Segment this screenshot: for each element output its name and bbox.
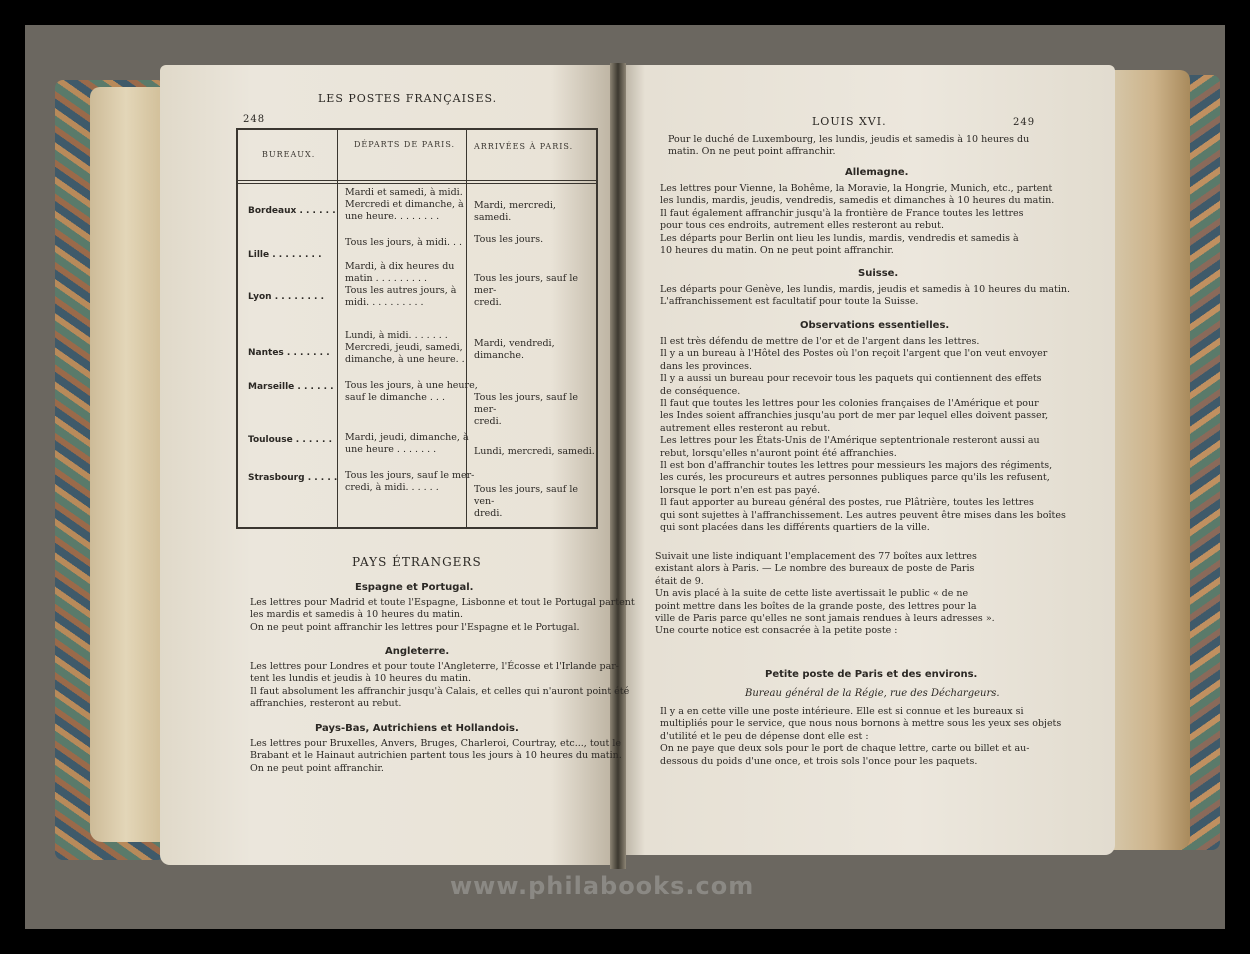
watermark: www.philabooks.com bbox=[450, 872, 755, 900]
right-page-number: 249 bbox=[1013, 117, 1036, 128]
heading-observations: Observations essentielles. bbox=[800, 320, 950, 331]
arrivees-marseille: Tous les jours, sauf le mer- credi. bbox=[474, 392, 578, 427]
text-boites-aux-lettres: Suivait une liste indiquant l'emplacement des 77 boîtes aux lettres existant alors à Paris. — Le nombre des bureaux de poste de Paris était de 9. Un avis placé à la suite de cette liste avertissait le public « de ne point mettre dans les boîtes de la grande poste, des lettres pour la ville de Paris parce qu'elles ne sont jamais rendues à leurs adresses ». Une courte notice est consacrée à la petite poste : bbox=[655, 551, 995, 637]
heading-petite-poste: Petite poste de Paris et des environs. bbox=[765, 669, 978, 680]
arrivees-nantes: Mardi, vendredi, dimanche. bbox=[474, 338, 555, 361]
mail-schedule-table bbox=[236, 128, 598, 529]
departs-nantes: Lundi, à midi. . . . . . . Mercredi, jeudi, samedi, dimanche, à une heure. . bbox=[345, 330, 465, 365]
city-lyon: Lyon . . . . . . . . bbox=[248, 292, 324, 302]
city-bordeaux: Bordeaux . . . . . . bbox=[248, 206, 336, 216]
departs-strasbourg: Tous les jours, sauf le mer- credi, à midi. . . . . . bbox=[345, 470, 475, 493]
departs-toulouse: Mardi, jeudi, dimanche, à une heure . . . . . . . bbox=[345, 432, 469, 455]
text-espagne-portugal: Les lettres pour Madrid et toute l'Espagne, Lisbonne et tout le Portugal partent les mardis et samedis à 10 heures du matin. On ne peut point affranchir les lettres pour l'Espagne et le Portugal. bbox=[250, 597, 635, 633]
text-pays-bas: Les lettres pour Bruxelles, Anvers, Bruges, Charleroi, Courtray, etc..., tout le Brabant et le Hainaut autrichien partent tous les jours à 10 heures du matin. On ne peut point affranchir. bbox=[250, 738, 622, 774]
text-observations: Il est très défendu de mettre de l'or et de l'argent dans les lettres. Il y a un bureau à l'Hôtel des Postes où l'on reçoit l'argent que l'on veut envoyer dans les provinces. Il y a aussi un bureau pour recevoir tous les paquets qui contiennent des effets de conséquence. Il faut que toutes les lettres pour les colonies françaises de l'Amérique et pour les Indes soient affranchies jusqu'au port de mer par lequel elles doivent passer, autrement elles resteront au rebut. Les lettres pour les États-Unis de l'Amérique septentrionale resteront aussi au rebut, lorsqu'elles n'auront point été affranchies. Il est bon d'affranchir toutes les lettres pour messieurs les majors des régiments, les curés, les procureurs et autres personnes publiques parce qu'ils les refusent, lorsque le port n'en est pas payé. Il faut apporter au bureau général des postes, rue Plâtrière, toutes les lettres qui sont sujettes à l'affranchissement. Les autres peuvent être mises dans les boîtes qui sont placées dans les différents quartiers de la ville. bbox=[660, 336, 1066, 534]
departs-lyon: Mardi, à dix heures du matin . . . . . . . . . Tous les autres jours, à midi. . . . . . . . . . bbox=[345, 261, 457, 308]
header-bureaux: BUREAUX. bbox=[262, 150, 316, 159]
arrivees-bordeaux: Mardi, mercredi, samedi. bbox=[474, 200, 556, 223]
heading-angleterre: Angleterre. bbox=[385, 646, 450, 657]
city-marseille: Marseille . . . . . . bbox=[248, 382, 334, 392]
heading-suisse: Suisse. bbox=[858, 268, 899, 279]
header-departs: DÉPARTS DE PARIS. bbox=[354, 140, 456, 149]
text-allemagne: Les lettres pour Vienne, la Bohême, la Moravie, la Hongrie, Munich, etc., partent les lundis, mardis, jeudis, vendredis, samedis et dimanches à 10 heures du matin. Il faut également affranchir jusqu'à la frontière de France toutes les lettres pour tous ces endroits, autrement elles resteront au rebut. Les départs pour Berlin ont lieu les lundis, mardis, vendredis et samedis à 10 heures du matin. On ne peut point affranchir. bbox=[660, 183, 1055, 257]
arrivees-lille: Tous les jours. bbox=[474, 234, 544, 245]
left-page-number: 248 bbox=[243, 114, 266, 125]
departs-lille: Tous les jours, à midi. . . bbox=[345, 237, 463, 248]
text-suisse: Les départs pour Genève, les lundis, mardis, jeudis et samedis à 10 heures du matin. L'affranchissement est facultatif pour toute la Suisse. bbox=[660, 284, 1071, 308]
header-arrivees: ARRIVÉES À PARIS. bbox=[474, 142, 574, 151]
heading-espagne-portugal: Espagne et Portugal. bbox=[355, 582, 474, 593]
text-petite-poste: Il y a en cette ville une poste intérieure. Elle est si connue et les bureaux si multipliés pour le service, que nous nous bornons à mettre sous les yeux ses objets d'utilité et le peu de dépense dont elle est : On ne paye que deux sols pour le port de chaque lettre, carte ou billet et au- dessous du poids d'une once, et trois sols l'once pour les paquets. bbox=[660, 706, 1062, 767]
city-strasbourg: Strasbourg . . . . . bbox=[248, 473, 338, 483]
arrivees-strasbourg: Tous les jours, sauf le ven- dredi. bbox=[474, 484, 578, 519]
city-nantes: Nantes . . . . . . . bbox=[248, 348, 330, 358]
departs-bordeaux: Mardi et samedi, à midi. Mercredi et dimanche, à une heure. . . . . . . . bbox=[345, 187, 464, 222]
section-title-pays-etrangers: PAYS ÉTRANGERS bbox=[352, 555, 482, 569]
left-running-head: LES POSTES FRANÇAISES. bbox=[318, 92, 498, 105]
subheading-bureau-general: Bureau général de la Régie, rue des Déchargeurs. bbox=[745, 688, 1000, 699]
heading-pays-bas: Pays-Bas, Autrichiens et Hollandois. bbox=[315, 723, 519, 734]
text-angleterre: Les lettres pour Londres et pour toute l'Angleterre, l'Écosse et l'Irlande par- tent les lundis et jeudis à 10 heures du matin. Il faut absolument les affranchir jusqu'à Calais, et celles qui n'auront point été affranchies, resteront au rebut. bbox=[250, 661, 630, 710]
arrivees-lyon: Tous les jours, sauf le mer- credi. bbox=[474, 273, 578, 308]
arrivees-toulouse: Lundi, mercredi, samedi. bbox=[474, 446, 595, 457]
right-running-head: LOUIS XVI. bbox=[812, 115, 887, 128]
text-luxembourg: Pour le duché de Luxembourg, les lundis, jeudis et samedis à 10 heures du matin. On ne peut point affranchir. bbox=[668, 134, 1030, 158]
city-lille: Lille . . . . . . . . bbox=[248, 250, 322, 260]
city-toulouse: Toulouse . . . . . . bbox=[248, 435, 332, 445]
departs-marseille: Tous les jours, à une heure, sauf le dimanche . . . bbox=[345, 380, 478, 403]
heading-allemagne: Allemagne. bbox=[845, 167, 909, 178]
